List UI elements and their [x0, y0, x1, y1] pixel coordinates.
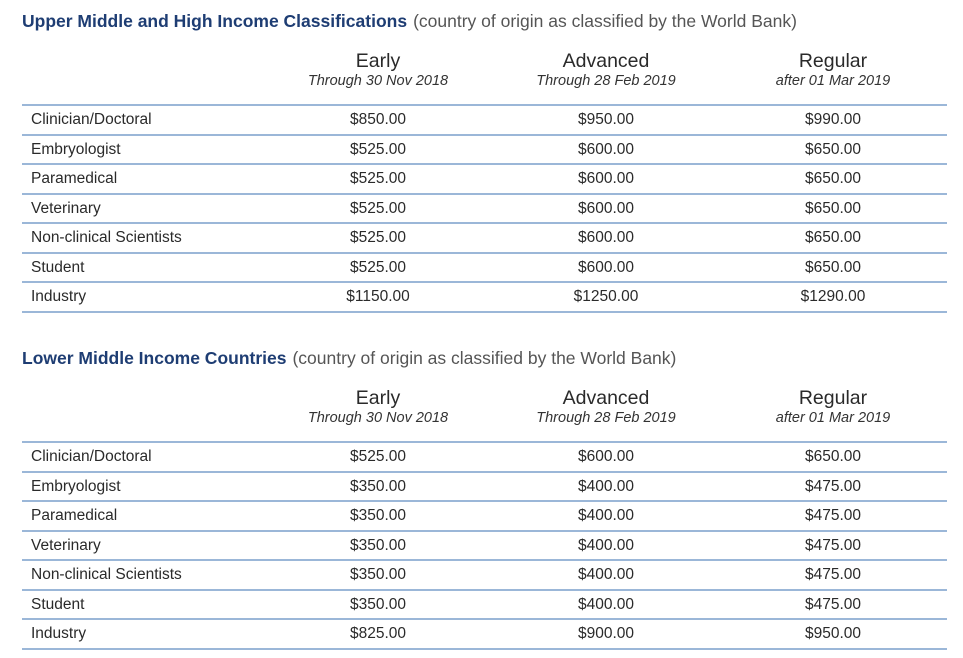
fee-advanced: $600.00 — [577, 229, 635, 246]
column-deadline: Through 30 Nov 2018 — [307, 73, 449, 89]
fee-early: $525.00 — [349, 140, 407, 158]
column-name: Regular — [798, 50, 868, 72]
column-header-early — [278, 50, 478, 90]
row-category: Clinician/Doctoral — [31, 111, 152, 128]
fee-early: $350.00 — [349, 536, 407, 554]
fee-table — [22, 104, 947, 313]
fee-advanced: $600.00 — [577, 140, 635, 158]
column-name: Early — [355, 387, 401, 409]
table-row — [22, 195, 947, 225]
fee-regular: $475.00 — [804, 566, 862, 583]
section-note: (country of origin as classified by the World Bank) — [413, 11, 797, 31]
column-header-regular — [733, 50, 933, 90]
row-category: Industry — [31, 288, 87, 305]
fee-early: $525.00 — [349, 199, 407, 217]
fee-advanced: $900.00 — [577, 625, 635, 642]
fee-early: $350.00 — [349, 507, 407, 524]
row-category: Paramedical — [31, 507, 118, 524]
table-row — [22, 532, 947, 562]
fee-advanced: $600.00 — [577, 170, 635, 187]
fee-early: $350.00 — [349, 595, 407, 613]
fee-advanced: $600.00 — [577, 199, 635, 217]
lower-income-section — [22, 345, 947, 642]
fee-regular: $650.00 — [804, 199, 862, 217]
column-deadline: Through 28 Feb 2019 — [536, 73, 676, 89]
row-category: Student — [31, 595, 85, 613]
column-deadline: Through 28 Feb 2019 — [536, 410, 676, 426]
row-category: Non-clinical Scientists — [31, 229, 182, 246]
fee-advanced: $400.00 — [577, 536, 635, 554]
table-row — [22, 502, 947, 532]
fee-table — [22, 441, 947, 650]
table-row — [22, 283, 947, 313]
row-category: Veterinary — [31, 199, 101, 217]
column-header-regular — [733, 387, 933, 427]
fee-early: $850.00 — [349, 111, 407, 128]
column-name: Early — [355, 50, 401, 72]
fee-regular: $475.00 — [804, 536, 862, 554]
section-title: Upper Middle and High Income Classifications — [22, 11, 408, 31]
column-name: Advanced — [562, 50, 650, 72]
row-category: Embryologist — [31, 477, 121, 495]
fee-advanced: $400.00 — [577, 477, 635, 495]
table-row — [22, 165, 947, 195]
table-row — [22, 106, 947, 136]
fee-regular: $475.00 — [804, 595, 862, 613]
column-name: Regular — [798, 387, 868, 409]
column-deadline: Through 30 Nov 2018 — [307, 410, 449, 426]
fee-regular: $650.00 — [804, 258, 862, 276]
table-row — [22, 443, 947, 473]
fee-early: $525.00 — [349, 448, 407, 465]
fee-early: $525.00 — [349, 170, 407, 187]
fee-early: $350.00 — [349, 566, 407, 583]
column-header-early — [278, 387, 478, 427]
column-header-advanced — [506, 387, 706, 427]
section-note: (country of origin as classified by the World Bank) — [292, 348, 677, 368]
section-title: Lower Middle Income Countries — [22, 348, 287, 368]
fee-regular: $650.00 — [804, 229, 862, 246]
column-header-advanced — [506, 50, 706, 90]
fee-early: $525.00 — [349, 229, 407, 246]
fee-regular: $650.00 — [804, 448, 862, 465]
fee-regular: $950.00 — [804, 625, 862, 642]
table-row — [22, 224, 947, 254]
fee-early: $1150.00 — [346, 288, 410, 305]
fee-regular: $475.00 — [804, 507, 862, 524]
fee-early: $350.00 — [349, 477, 407, 495]
fee-regular: $650.00 — [804, 170, 862, 187]
fee-advanced: $400.00 — [577, 566, 635, 583]
row-category: Non-clinical Scientists — [31, 566, 182, 583]
fee-advanced: $600.00 — [577, 448, 635, 465]
fee-regular: $650.00 — [804, 140, 862, 158]
table-row — [22, 591, 947, 621]
row-category: Veterinary — [31, 536, 101, 554]
row-category: Industry — [31, 625, 87, 642]
column-deadline: after 01 Mar 2019 — [775, 73, 891, 89]
fee-advanced: $400.00 — [577, 507, 635, 524]
column-deadline: after 01 Mar 2019 — [775, 410, 891, 426]
upper-income-section — [22, 8, 947, 305]
row-category: Clinician/Doctoral — [31, 448, 152, 465]
fee-advanced: $950.00 — [577, 111, 635, 128]
row-category: Student — [31, 258, 85, 276]
fee-regular: $1290.00 — [800, 288, 866, 305]
row-category: Paramedical — [31, 170, 118, 187]
section-heading — [22, 345, 947, 371]
section-heading — [22, 8, 947, 34]
fee-regular: $475.00 — [804, 477, 862, 495]
fee-early: $525.00 — [349, 258, 407, 276]
table-row — [22, 561, 947, 591]
table-row — [22, 473, 947, 503]
column-name: Advanced — [562, 387, 650, 409]
row-category: Embryologist — [31, 140, 121, 158]
fee-early: $825.00 — [349, 625, 407, 642]
table-row — [22, 620, 947, 650]
table-row — [22, 254, 947, 284]
table-row — [22, 136, 947, 166]
fee-advanced: $400.00 — [577, 595, 635, 613]
fee-regular: $990.00 — [804, 111, 862, 128]
fee-advanced: $600.00 — [577, 258, 635, 276]
fee-advanced: $1250.00 — [573, 288, 639, 305]
